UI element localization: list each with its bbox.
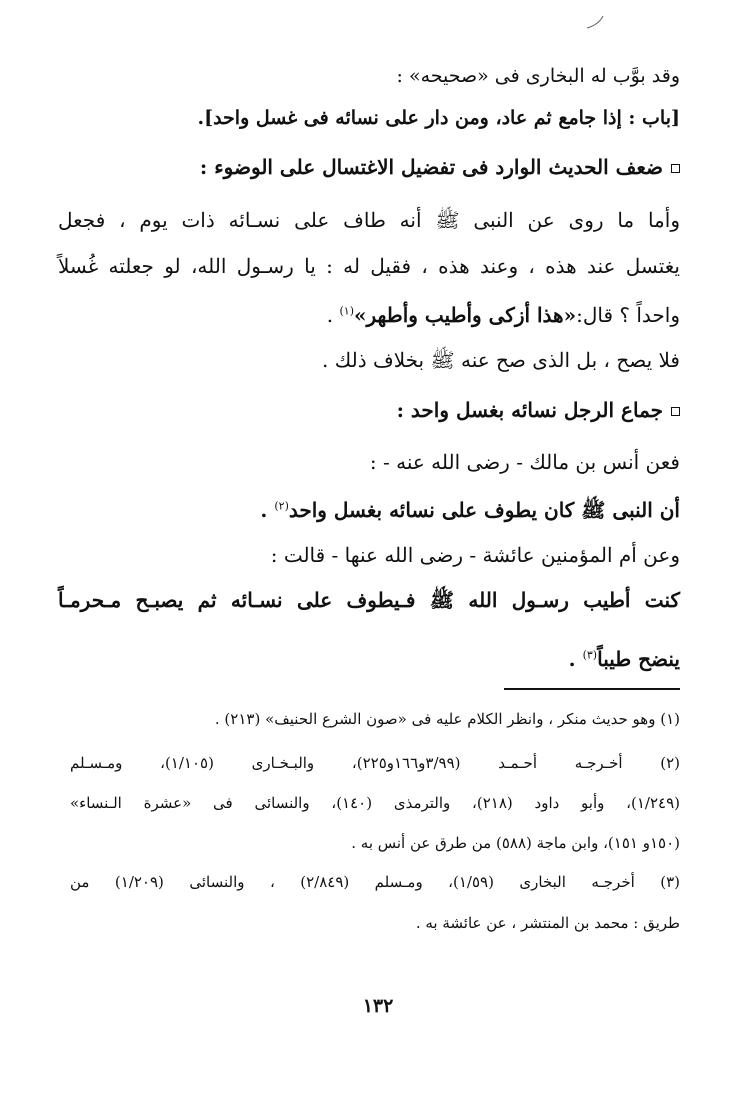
hadith-anas-text: أن النبى ﷺ كان يطوف على نسائه بغسل واحد [288, 498, 680, 522]
footnote-2-line-2: (١/٢٤٩)، وأبو داود (٢١٨)، والترمذى (١٤٠)، والنسائى فى «عشرة الـنساء» [70, 794, 680, 812]
line-end-period: . [326, 303, 334, 327]
body-line-4: وأما ما روى عن النبى ﷺ أنه طاف على نسـائه ذات يوم ، فجعل [58, 208, 680, 232]
prophet-quote: «هذا أزكى وأطيب وأطهر» [354, 303, 577, 327]
hadith-aisha-line-1: كنت أطيب رسـول الله ﷺ فـيطوف على نسـائه ثم يصبـح مـحرمـاً [58, 588, 680, 612]
footnote-3-line-2: طريق : محمد بن المنتشر ، عن عائشة به . [415, 914, 680, 932]
square-bullet-icon [671, 164, 680, 173]
body-line-1: وقد بوَّب له البخارى فى «صحيحه» : [396, 65, 680, 87]
footnote-separator-rule [504, 688, 680, 690]
footnote-2-line-1: (٢) أخـرجـه أحـمـد (٣/٩٩و١٦٦و٢٢٥)، والبـخـارى (١/١٠٥)، ومـسـلم [70, 754, 680, 772]
quote-intro: واحداً ؟ قال: [576, 303, 680, 327]
footnote-ref-1: (١) [339, 304, 355, 318]
footnote-1: (١) وهو حديث منكر ، وانظر الكلام عليه فى «صون الشرع الحنيف» (٢١٣) . [214, 710, 680, 728]
hadith-anas-line [260, 496, 680, 524]
footnote-2-line-3: (١٥٠و ١٥١)، وابن ماجة (٥٨٨) من طرق عن أنس به . [351, 834, 680, 852]
chapter-title-line: [باب : إذا جامع ثم عاد، ومن دار على نسائه فى غسل واحد]. [197, 107, 680, 129]
footnote-ref-3: (٣) [582, 648, 598, 662]
line-end-period: . [260, 498, 268, 522]
hadith-aisha-text-end: ينضح طيباً [597, 647, 680, 671]
body-line-7: فلا يصح ، بل الذى صح عنه ﷺ بخلاف ذلك . [322, 348, 680, 372]
body-line-5: يغتسل عند هذه ، وعند هذه ، فقيل له : يا رسـول الله، لو جعلته غُسلاً [58, 254, 680, 278]
corner-pen-mark [584, 14, 606, 30]
hadith-aisha-line-2 [569, 645, 680, 673]
body-line-11: وعن أم المؤمنين عائشة - رضى الله عنها - قالت : [270, 543, 680, 567]
body-line-6 [327, 301, 680, 329]
line-end-period: . [568, 647, 576, 671]
square-bullet-icon [671, 407, 680, 416]
footnote-3-line-1: (٣) أخرجـه البخارى (١/٥٩)، ومـسلم (٢/٨٤٩) ، والنسائى (١/٢٠٩) من [70, 873, 680, 891]
section-heading-text: جماع الرجل نسائه بغسل واحد : [396, 398, 663, 422]
footnote-ref-2: (٢) [274, 499, 289, 513]
body-line-9: فعن أنس بن مالك - رضى الله عنه - : [369, 450, 680, 474]
section-heading-text: ضعف الحديث الوارد فى تفضيل الاغتسال على الوضوء : [199, 155, 663, 179]
section-heading-single-ghusl [397, 396, 680, 424]
section-heading-weak-hadith [200, 153, 680, 181]
page-number: ١٣٢ [362, 995, 394, 1017]
